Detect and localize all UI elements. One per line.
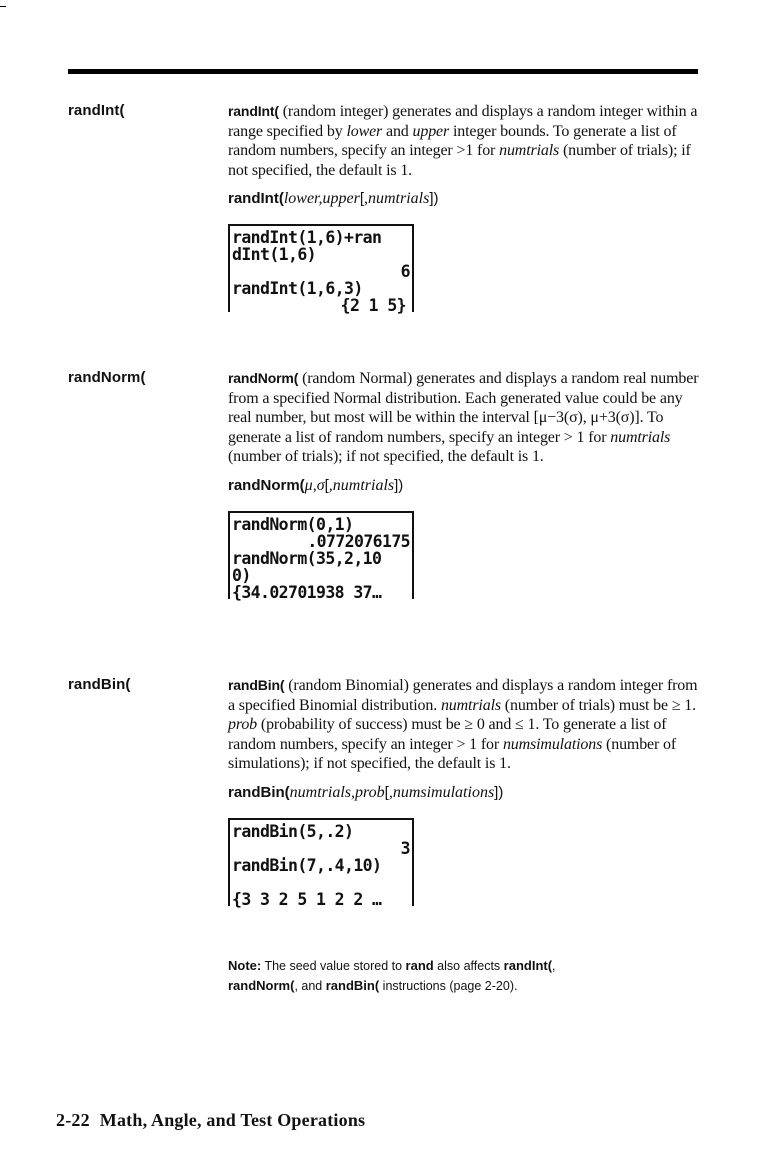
desc-text: and [382,122,413,140]
entry-description [228,102,700,180]
screen-line: randInt(1,6,3) [232,279,363,298]
calculator-screen [228,818,414,909]
note-text: The seed value stored to [261,959,406,973]
entry-body [228,369,700,602]
desc-arg: prob [228,716,258,733]
syntax-close: ]) [394,476,404,494]
screen-line: dInt(1,6) [232,245,317,264]
chapter-title: Math, Angle, and Test Operations [99,1110,366,1130]
syntax-bracket: [ [384,783,389,801]
entry-term: randNorm( [68,369,146,386]
screen-line: randNorm(0,1) [232,514,354,534]
note-text: , [552,959,556,973]
note-label: Note: [228,958,262,973]
screen-line: randNorm(35,2,10 [232,548,382,568]
note-keyword: randBin( [325,978,380,993]
syntax-optional: ,numtrials [364,190,430,207]
note [228,956,698,996]
syntax-close: ]) [494,783,504,801]
syntax-line [228,477,700,495]
screen-line: 0) [232,565,251,585]
desc-text: (number of trials); if not specified, the default is 1. [228,142,691,179]
desc-text: (probability of success) must be ≥ 0 and ≤ 1. To generate a list of random numbers, specify an integer > 1 for [228,716,667,753]
desc-arg: lower [346,122,383,140]
page-number: 2-22 [56,1110,90,1130]
desc-arg: numtrials [610,428,671,446]
desc-text: (random Normal) generates and displays a random real number from a specified Normal distribution. Each generated value could be any real number, but most will be within the interval [μ−3(σ), μ+3(σ)]. To generate a list of random numbers, specify an integer > 1 for [228,370,699,446]
calculator-screen [228,224,414,315]
note-keyword: rand [405,958,434,973]
desc-arg: numtrials [440,696,501,714]
screen-line: 3 [400,838,410,858]
syntax-optional: ,numtrials [328,476,395,494]
desc-text: (random integer) generates and displays a random integer within a range specified by [228,103,698,140]
screen-line: {2 1 5} [340,296,406,315]
top-rule [68,69,698,74]
screen-line: 6 [400,262,410,281]
syntax-fn: randInt( [228,190,284,207]
note-text: , and [294,979,326,993]
entry-description [228,676,700,774]
desc-text: (number of simulations); if not specified, the default is 1. [228,735,677,772]
syntax-bracket: [ [324,476,329,494]
screen-line: randBin(5,.2) [232,821,354,841]
syntax-optional: ,numsimulations [388,783,495,801]
desc-text: (number of trials); if not specified, the default is 1. [228,448,544,465]
calculator-screen [228,511,414,602]
screen-line: randInt(1,6)+ran [232,228,382,247]
page-footer [56,1110,365,1131]
note-text: also affects [433,959,504,973]
desc-arg: numtrials [499,142,560,159]
entry-term: randBin( [68,676,131,693]
syntax-args: lower,upper [283,190,360,207]
note-keyword: randNorm( [228,978,295,993]
desc-text: (random Binomial) generates and displays a random integer from a specified Binomial distribution. [228,677,698,714]
screen-line: {34.02701938 37… [232,582,382,602]
desc-keyword: randNorm( [228,370,299,386]
desc-keyword: randBin( [228,677,285,693]
syntax-close: ]) [429,190,439,207]
syntax-bracket: [ [359,190,364,207]
syntax-line [228,190,700,208]
desc-arg: upper [412,122,450,140]
entry-body [228,676,700,909]
screen-line: .0772076175 [307,531,410,551]
syntax-fn: randNorm( [228,476,305,494]
desc-keyword: randInt( [228,103,279,119]
desc-text: integer bounds. To generate a list of random numbers, specify an integer >1 for [228,122,677,159]
desc-arg: numsimulations [502,735,603,753]
screen-line: randBin(7,.4,10) [232,855,382,875]
entry-body [228,102,700,315]
note-keyword: randInt( [503,958,553,973]
syntax-fn: randBin( [228,783,290,801]
desc-text: (number of trials) must be ≥ 1. [500,696,697,714]
screen-line: {3 3 2 5 1 2 2 … [232,889,382,909]
syntax-line [228,784,700,802]
syntax-args: μ,σ [304,476,325,494]
note-text: instructions (page 2-20). [379,979,518,993]
syntax-args: numtrials,prob [289,783,385,801]
corner-mark [0,6,6,7]
entry-description [228,369,700,467]
entry-term: randInt( [68,102,125,119]
screen-line [232,874,410,891]
